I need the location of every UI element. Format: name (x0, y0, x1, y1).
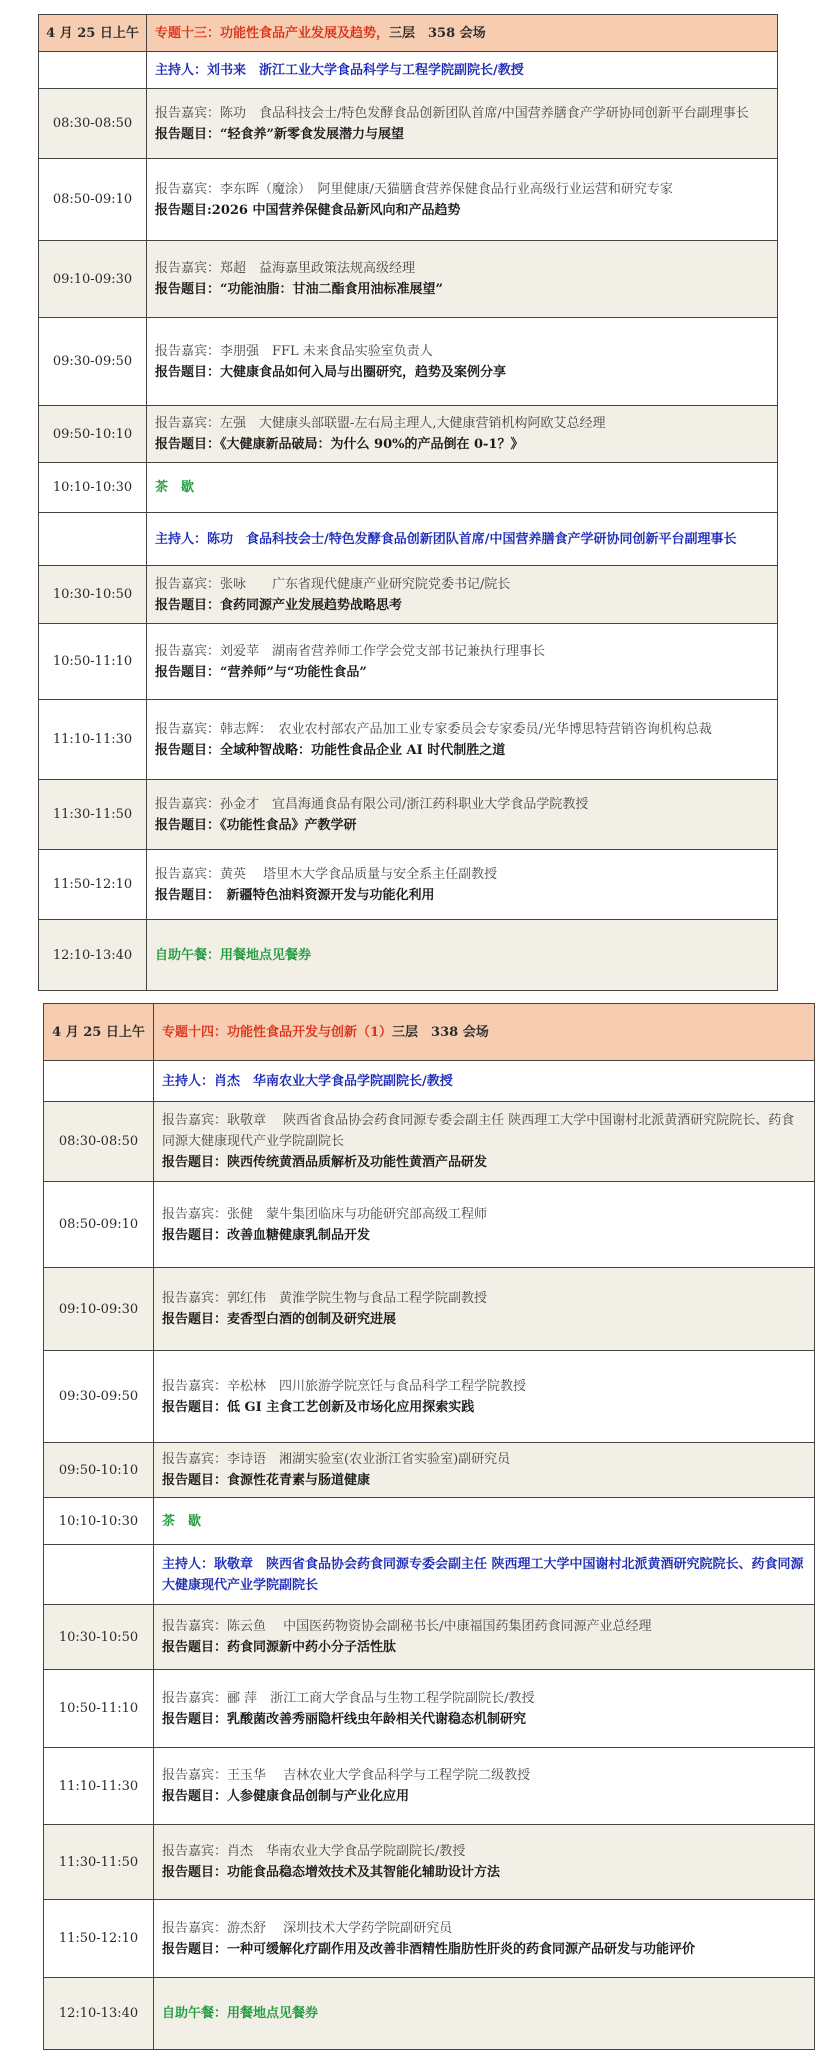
talk-title: 报告题目： 新疆特色油料资源开发与功能化利用 (155, 887, 435, 903)
talk-row (44, 1670, 815, 1748)
lunch-label: 自助午餐：用餐地点见餐券 (154, 1978, 815, 2050)
break-time: 10:10-10:30 (39, 463, 147, 513)
talk-title: 报告题目：药食同源新中药小分子活性肽 (162, 1640, 397, 1655)
speaker: 报告嘉宾：李诗语 湘湖实验室(农业浙江省实验室)副研究员 (162, 1452, 511, 1467)
talk-row (44, 1351, 815, 1443)
talk-title: 报告题目：一种可缓解化疗副作用及改善非酒精性脂肪性肝炎的药食同源产品研发与功能评价 (162, 1941, 696, 1957)
talk-row (39, 241, 778, 318)
talk-time: 09:30-09:50 (39, 318, 147, 406)
talk-title: 报告题目：改善血糖健康乳制品开发 (162, 1227, 371, 1243)
speaker: 报告嘉宾：孙金才 宜昌海通食品有限公司/浙江药科职业大学食品学院教授 (155, 796, 589, 812)
talk-row (39, 406, 778, 463)
speaker: 报告嘉宾：左强 大健康头部联盟-左右局主理人,大健康营销机构阿欧艾总经理 (155, 416, 606, 431)
lunch-time: 12:10-13:40 (39, 920, 147, 991)
talk-time: 10:50-11:10 (39, 624, 147, 700)
talk-time: 11:30-11:50 (44, 1825, 154, 1900)
session-header (44, 1004, 815, 1061)
speaker: 报告嘉宾：郭红伟 黄淮学院生物与食品工程学院副教授 (162, 1291, 488, 1306)
session-header (39, 15, 778, 52)
speaker: 报告嘉宾：王玉华 吉林农业大学食品科学与工程学院二级教授 (162, 1768, 531, 1783)
break-label: 茶 歇 (154, 1498, 815, 1545)
talk-row (44, 1825, 815, 1900)
break-label: 茶 歇 (147, 463, 778, 513)
talk-time: 09:10-09:30 (44, 1268, 154, 1351)
session-topic: 专题十三：功能性食品产业发展及趋势，三层 358 会场 (147, 15, 778, 52)
talk-title: 报告题目：功能食品稳态增效技术及其智能化辅助设计方法 (162, 1865, 501, 1880)
lunch-time: 12:10-13:40 (44, 1978, 154, 2050)
talk-time: 11:50-12:10 (44, 1900, 154, 1978)
talk-title: 报告题目：“轻食养”新零食发展潜力与展望 (155, 126, 404, 142)
break-time: 10:10-10:30 (44, 1498, 154, 1545)
talk-time: 10:50-11:10 (44, 1670, 154, 1748)
talk-time: 11:10-11:30 (44, 1748, 154, 1825)
talk-title: 报告题目：“营养师”与“功能性食品” (155, 664, 367, 680)
talk-row (44, 1900, 815, 1978)
talk-time: 10:30-10:50 (44, 1605, 154, 1670)
talk-title: 报告题目：食源性花青素与肠道健康 (162, 1473, 371, 1488)
talk-title: 报告题目：人参健康食品创制与产业化应用 (162, 1789, 410, 1804)
talk-time: 08:30-08:50 (44, 1102, 154, 1182)
session-topic: 专题十四：功能性食品开发与创新（1）三层 338 会场 (154, 1004, 815, 1061)
talk-title: 报告题目：“功能油脂：甘油二酯食用油标准展望” (155, 282, 443, 297)
talk-title: 报告题目：低 GI 主食工艺创新及市场化应用探索实践 (162, 1399, 475, 1415)
host-label: 主持人：肖杰 华南农业大学食品学院副院长/教授 (154, 1061, 815, 1102)
speaker: 报告嘉宾：张健 蒙牛集团临床与功能研究部高级工程师 (162, 1206, 488, 1222)
break-row (44, 1498, 815, 1545)
talk-time: 11:50-12:10 (39, 850, 147, 920)
host-row (44, 1061, 815, 1102)
session-13-table (38, 14, 778, 991)
talk-row (44, 1182, 815, 1268)
talk-time: 09:10-09:30 (39, 241, 147, 318)
host-label: 主持人：陈功 食品科技会士/特色发酵食品创新团队首席/中国营养膳食产学研协同创新平台副理事长 (147, 513, 778, 566)
speaker: 报告嘉宾：刘爱苹 湖南省营养师工作学会党支部书记兼执行理事长 (155, 643, 546, 659)
talk-time: 08:30-08:50 (39, 89, 147, 159)
session-date: 4 月 25 日上午 (44, 1004, 154, 1061)
host-row (44, 1545, 815, 1605)
talk-title: 报告题目：大健康食品如何入局与出圈研究，趋势及案例分享 (155, 364, 507, 380)
talk-time: 10:30-10:50 (39, 566, 147, 624)
talk-row (44, 1443, 815, 1498)
host-row (39, 52, 778, 89)
talk-row (44, 1748, 815, 1825)
speaker: 报告嘉宾：张咏 广东省现代健康产业研究院党委书记/院长 (155, 576, 511, 592)
talk-title: 报告题目：麦香型白酒的创制及研究进展 (162, 1312, 397, 1327)
talk-title: 报告题目：全域种智战略：功能性食品企业 AI 时代制胜之道 (155, 742, 506, 758)
speaker: 报告嘉宾：韩志辉： 农业农村部农产品加工业专家委员会专家委员/光华博思特营销咨询机构总裁 (155, 721, 712, 737)
talk-title: 报告题目：《功能性食品》产教学研 (155, 817, 357, 833)
session-14-table (43, 1003, 815, 2050)
talk-row (39, 780, 778, 850)
talk-title: 报告题目：陕西传统黄酒品质解析及功能性黄酒产品研发 (162, 1155, 488, 1170)
talk-title: 报告题目：乳酸菌改善秀丽隐杆线虫年龄相关代谢稳态机制研究 (162, 1711, 527, 1727)
talk-time: 11:10-11:30 (39, 700, 147, 780)
lunch-row (39, 920, 778, 991)
talk-row (39, 850, 778, 920)
talk-title: 报告题目：食药同源产业发展趋势战略思考 (155, 597, 403, 613)
talk-row (44, 1102, 815, 1182)
talk-time: 09:50-10:10 (44, 1443, 154, 1498)
talk-row (39, 566, 778, 624)
host-row (39, 513, 778, 566)
speaker: 报告嘉宾：辛松林 四川旅游学院烹饪与食品科学工程学院教授 (162, 1378, 527, 1394)
speaker: 报告嘉宾：耿敬章 陕西省食品协会药食同源专委会副主任 陕西理工大学中国谢村北派黄酒研究院院长、药食同源大健康现代产业学院副院长 (162, 1113, 795, 1149)
talk-row (44, 1605, 815, 1670)
talk-time: 08:50-09:10 (44, 1182, 154, 1268)
speaker: 报告嘉宾：陈云鱼 中国医药物资协会副秘书长/中康福国药集团药食同源产业总经理 (162, 1619, 652, 1634)
talk-title: 报告题目：《大健康新品破局：为什么 90%的产品倒在 0-1？》 (155, 437, 524, 452)
speaker: 报告嘉宾：游杰舒 深圳技术大学药学院副研究员 (162, 1920, 453, 1936)
talk-time: 09:30-09:50 (44, 1351, 154, 1443)
talk-time: 09:50-10:10 (39, 406, 147, 463)
speaker: 报告嘉宾：郑超 益海嘉里政策法规高级经理 (155, 261, 416, 276)
speaker: 报告嘉宾：肖杰 华南农业大学食品学院副院长/教授 (162, 1844, 466, 1859)
talk-time: 11:30-11:50 (39, 780, 147, 850)
lunch-row (44, 1978, 815, 2050)
talk-time: 08:50-09:10 (39, 159, 147, 241)
speaker: 报告嘉宾：陈功 食品科技会士/特色发酵食品创新团队首席/中国营养膳食产学研协同创新平台副理事长 (155, 105, 749, 121)
talk-row (39, 700, 778, 780)
speaker: 报告嘉宾：李朋强 FFL 未来食品实验室负责人 (155, 343, 433, 359)
talk-row (39, 89, 778, 159)
break-row (39, 463, 778, 513)
lunch-label: 自助午餐：用餐地点见餐券 (147, 920, 778, 991)
talk-row (44, 1268, 815, 1351)
talk-row (39, 318, 778, 406)
talk-row (39, 159, 778, 241)
host-label: 主持人：刘书来 浙江工业大学食品科学与工程学院副院长/教授 (147, 52, 778, 89)
host-label: 主持人：耿敬章 陕西省食品协会药食同源专委会副主任 陕西理工大学中国谢村北派黄酒研究院院长、药食同源大健康现代产业学院副院长 (154, 1545, 815, 1605)
talk-title: 报告题目:2026 中国营养保健食品新风向和产品趋势 (155, 202, 461, 218)
speaker: 报告嘉宾：李东晖（魔涂） 阿里健康/天猫膳食营养保健食品行业高级行业运营和研究专家 (155, 181, 673, 197)
talk-row (39, 624, 778, 700)
session-date: 4 月 25 日上午 (39, 15, 147, 52)
speaker: 报告嘉宾：黄英 塔里木大学食品质量与安全系主任副教授 (155, 866, 498, 882)
speaker: 报告嘉宾：郦 萍 浙江工商大学食品与生物工程学院副院长/教授 (162, 1690, 535, 1706)
